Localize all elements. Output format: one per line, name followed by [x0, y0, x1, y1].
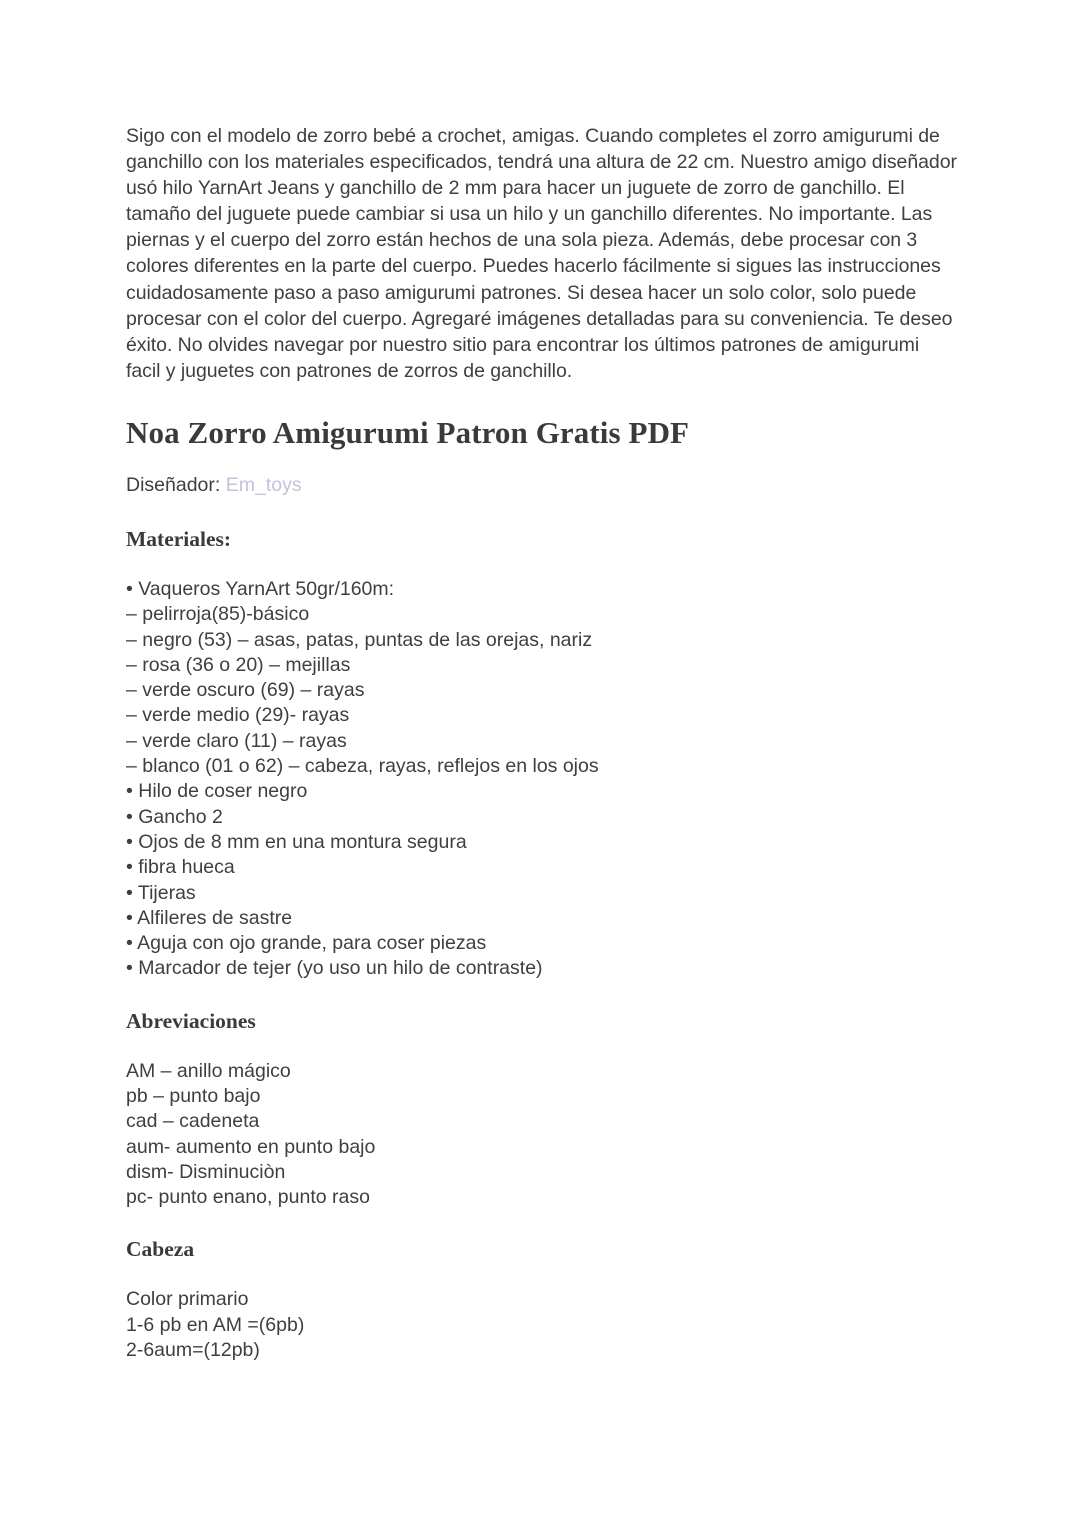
spacer: [126, 1035, 958, 1059]
list-item: pb – punto bajo: [126, 1084, 261, 1107]
spacer: [126, 1210, 958, 1235]
list-item: • Gancho 2: [126, 805, 223, 828]
list-item: • fibra hueca: [126, 856, 235, 879]
list-item: • Ojos de 8 mm en una montura segura: [126, 830, 467, 853]
list-item: • Tijeras: [126, 881, 196, 904]
designer-line: [126, 472, 958, 498]
list-item: • Hilo de coser negro: [126, 780, 308, 803]
list-item: – blanco (01 o 62) – cabeza, rayas, reflejos en los ojos: [126, 755, 599, 778]
list-item: Color primario: [126, 1288, 249, 1311]
abbreviations-list: [126, 1059, 958, 1211]
spacer: [126, 384, 958, 414]
cabeza-list: [126, 1287, 958, 1363]
cabeza-heading: Cabeza: [126, 1237, 195, 1262]
spacer: [126, 1263, 958, 1287]
spacer: [126, 498, 958, 525]
list-item: • Alfileres de sastre: [126, 906, 293, 929]
abbreviations-heading: Abreviaciones: [126, 1008, 256, 1033]
designer-link[interactable]: Em_toys: [225, 473, 302, 496]
spacer: [126, 553, 958, 577]
materials-heading: Materiales:: [126, 526, 232, 551]
list-item: – verde oscuro (69) – rayas: [126, 679, 365, 702]
page-title: Noa Zorro Amigurumi Patron Gratis PDF: [126, 414, 690, 450]
intro-paragraph: Sigo con el modelo de zorro bebé a crochet, amigas. Cuando completes el zorro amigurumi de ganchillo con los materiales especificados, tendrá una altura de 22 cm. Nuestro amigo diseñador usó hilo YarnArt Jeans y ganchillo de 2 mm para hacer un juguete de zorro de ganchillo. El tamaño del juguete puede cambiar si usa un hilo y un ganchillo diferentes. No importante. Las piernas y el cuerpo del zorro están hechos de una sola pieza. Además, debe procesar con 3 colores diferentes en la parte del cuerpo. Puedes hacerlo fácilmente si sigues las instrucciones cuidadosamente paso a paso amigurumi patrones. Si desea hacer un solo color, solo puede procesar con el color del cuerpo. Agregaré imágenes detalladas para su conveniencia. Te deseo éxito. No olvides navegar por nuestro sitio para encontrar los últimos patrones de amigurumi facil y juguetes con patrones de zorros de ganchillo.: [126, 125, 957, 382]
spacer: [126, 452, 958, 472]
list-item: • Marcador de tejer (yo uso un hilo de contraste): [126, 957, 543, 980]
list-item: – verde claro (11) – rayas: [126, 729, 347, 752]
list-item: • Vaqueros YarnArt 50gr/160m:: [126, 577, 395, 600]
list-item: • Aguja con ojo grande, para coser piezas: [126, 932, 487, 955]
list-item: cad – cadeneta: [126, 1110, 260, 1133]
materials-list: [126, 577, 958, 982]
list-item: AM – anillo mágico: [126, 1059, 291, 1082]
list-item: pc- punto enano, punto raso: [126, 1186, 370, 1209]
list-item: aum- aumento en punto bajo: [126, 1135, 376, 1158]
list-item: 1-6 pb en AM =(6pb): [126, 1313, 305, 1336]
list-item: 2-6aum=(12pb): [126, 1339, 260, 1362]
designer-label: Diseñador:: [126, 473, 221, 496]
spacer: [126, 982, 958, 1007]
list-item: – negro (53) – asas, patas, puntas de las orejas, nariz: [126, 628, 593, 651]
list-item: – verde medio (29)- rayas: [126, 704, 350, 727]
list-item: – pelirroja(85)-básico: [126, 603, 310, 626]
list-item: dism- Disminuciòn: [126, 1160, 286, 1183]
list-item: – rosa (36 o 20) – mejillas: [126, 653, 351, 676]
document-content: [126, 123, 958, 1363]
